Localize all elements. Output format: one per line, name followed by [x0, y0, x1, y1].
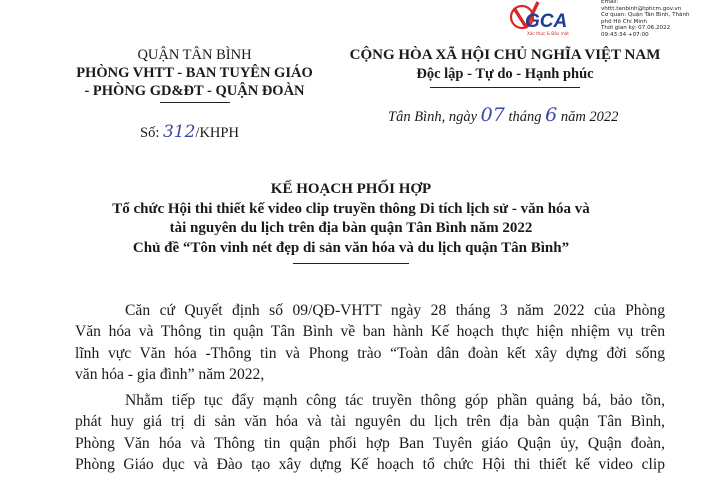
body-line: lĩnh vực Văn hóa -Thông tin và Phong trào “Toàn dân đoàn kết xây dựng đời sống	[75, 344, 665, 362]
document-number	[140, 122, 239, 142]
signature-metadata	[601, 0, 702, 39]
paragraph-purpose	[75, 390, 665, 475]
document-body	[75, 300, 665, 480]
body-line: Nhằm tiếp tục đẩy mạnh công tác truyền thông góp phần quảng bá, bảo tồn,	[125, 392, 665, 410]
title-line3: tài nguyên du lịch trên địa bàn quận Tân Bình năm 2022	[169, 220, 533, 236]
body-line: Văn hóa và Thông tin quận Tân Bình về ban hành Kế hoạch thực hiện nhiệm vụ trên	[75, 323, 665, 341]
issuing-agency-header	[52, 46, 337, 103]
date-prefix: Tân Bình, ngày	[388, 109, 478, 125]
sign-time: Thời gian ký: 07.06.2022	[601, 25, 671, 32]
title-line2: Tổ chức Hội thi thiết kế video clip truyền thông Di tích lịch sử - văn hóa và	[112, 200, 590, 217]
paragraph-legal-basis	[75, 300, 665, 385]
date-day: 07	[480, 104, 505, 126]
title-rule	[293, 263, 409, 264]
agency-line1: Cơ quan: Quận Tân Bình, Thành	[601, 12, 690, 19]
email-value: vhttt.tanbinh@tphcm.gov.vn	[601, 5, 682, 12]
doc-number-suffix: /KHPH	[195, 125, 239, 141]
doc-number-prefix: Số:	[140, 125, 160, 141]
digital-signature-block	[508, 0, 702, 46]
body-line: phát huy giá trị di sản văn hóa và tài nguyên du lịch trên địa bàn quận Tân Bình,	[75, 413, 665, 431]
header-left-rule	[160, 102, 230, 103]
date-month-label: tháng	[508, 109, 542, 125]
date-year: năm 2022	[560, 109, 619, 125]
title-type: KẾ HOẠCH PHỐI HỢP	[270, 181, 432, 197]
district-name: QUẬN TÂN BÌNH	[137, 47, 252, 63]
date-month: 6	[545, 104, 558, 126]
body-line: Phòng Văn hóa và Thông tin quận phối hợp Ban Tuyên giáo Quận ủy, Quận đoàn,	[75, 434, 665, 452]
agency-line2: - PHÒNG GD&ĐT - QUẬN ĐOÀN	[84, 83, 305, 99]
place-and-date	[388, 104, 618, 126]
document-title	[40, 180, 662, 264]
svg-text:Xác thực & Bảo mật: Xác thực & Bảo mật	[527, 31, 569, 36]
header-right-rule	[430, 87, 580, 88]
doc-number-handwritten: 312	[162, 122, 196, 142]
svg-text:GCA: GCA	[525, 11, 568, 32]
agency-line2: phố Hồ Chí Minh	[601, 18, 647, 25]
vgca-logo	[508, 0, 572, 40]
agency-line1: PHÒNG VHTT - BAN TUYÊN GIÁO	[76, 65, 313, 81]
sign-time-value: 09:43:34 +07:00	[601, 31, 649, 38]
body-line: Phòng Giáo dục và Đào tạo xây dựng Kế hoạch tổ chức Hội thi thiết kế video clip	[75, 456, 665, 474]
body-line: văn hóa - gia đình” năm 2022,	[75, 365, 265, 383]
national-motto: Độc lập - Tự do - Hạnh phúc	[416, 66, 594, 82]
title-theme: Chủ đề “Tôn vinh nét đẹp di sản văn hóa và du lịch quận Tân Bình”	[132, 239, 570, 256]
email-label: Email:	[601, 0, 619, 5]
country-name: CỘNG HÒA XÃ HỘI CHỦ NGHĨA VIỆT NAM	[349, 47, 661, 63]
body-line: Căn cứ Quyết định số 09/QĐ-VHTT ngày 28 tháng 3 năm 2022 của Phòng	[125, 302, 665, 319]
national-motto-header	[336, 46, 674, 88]
